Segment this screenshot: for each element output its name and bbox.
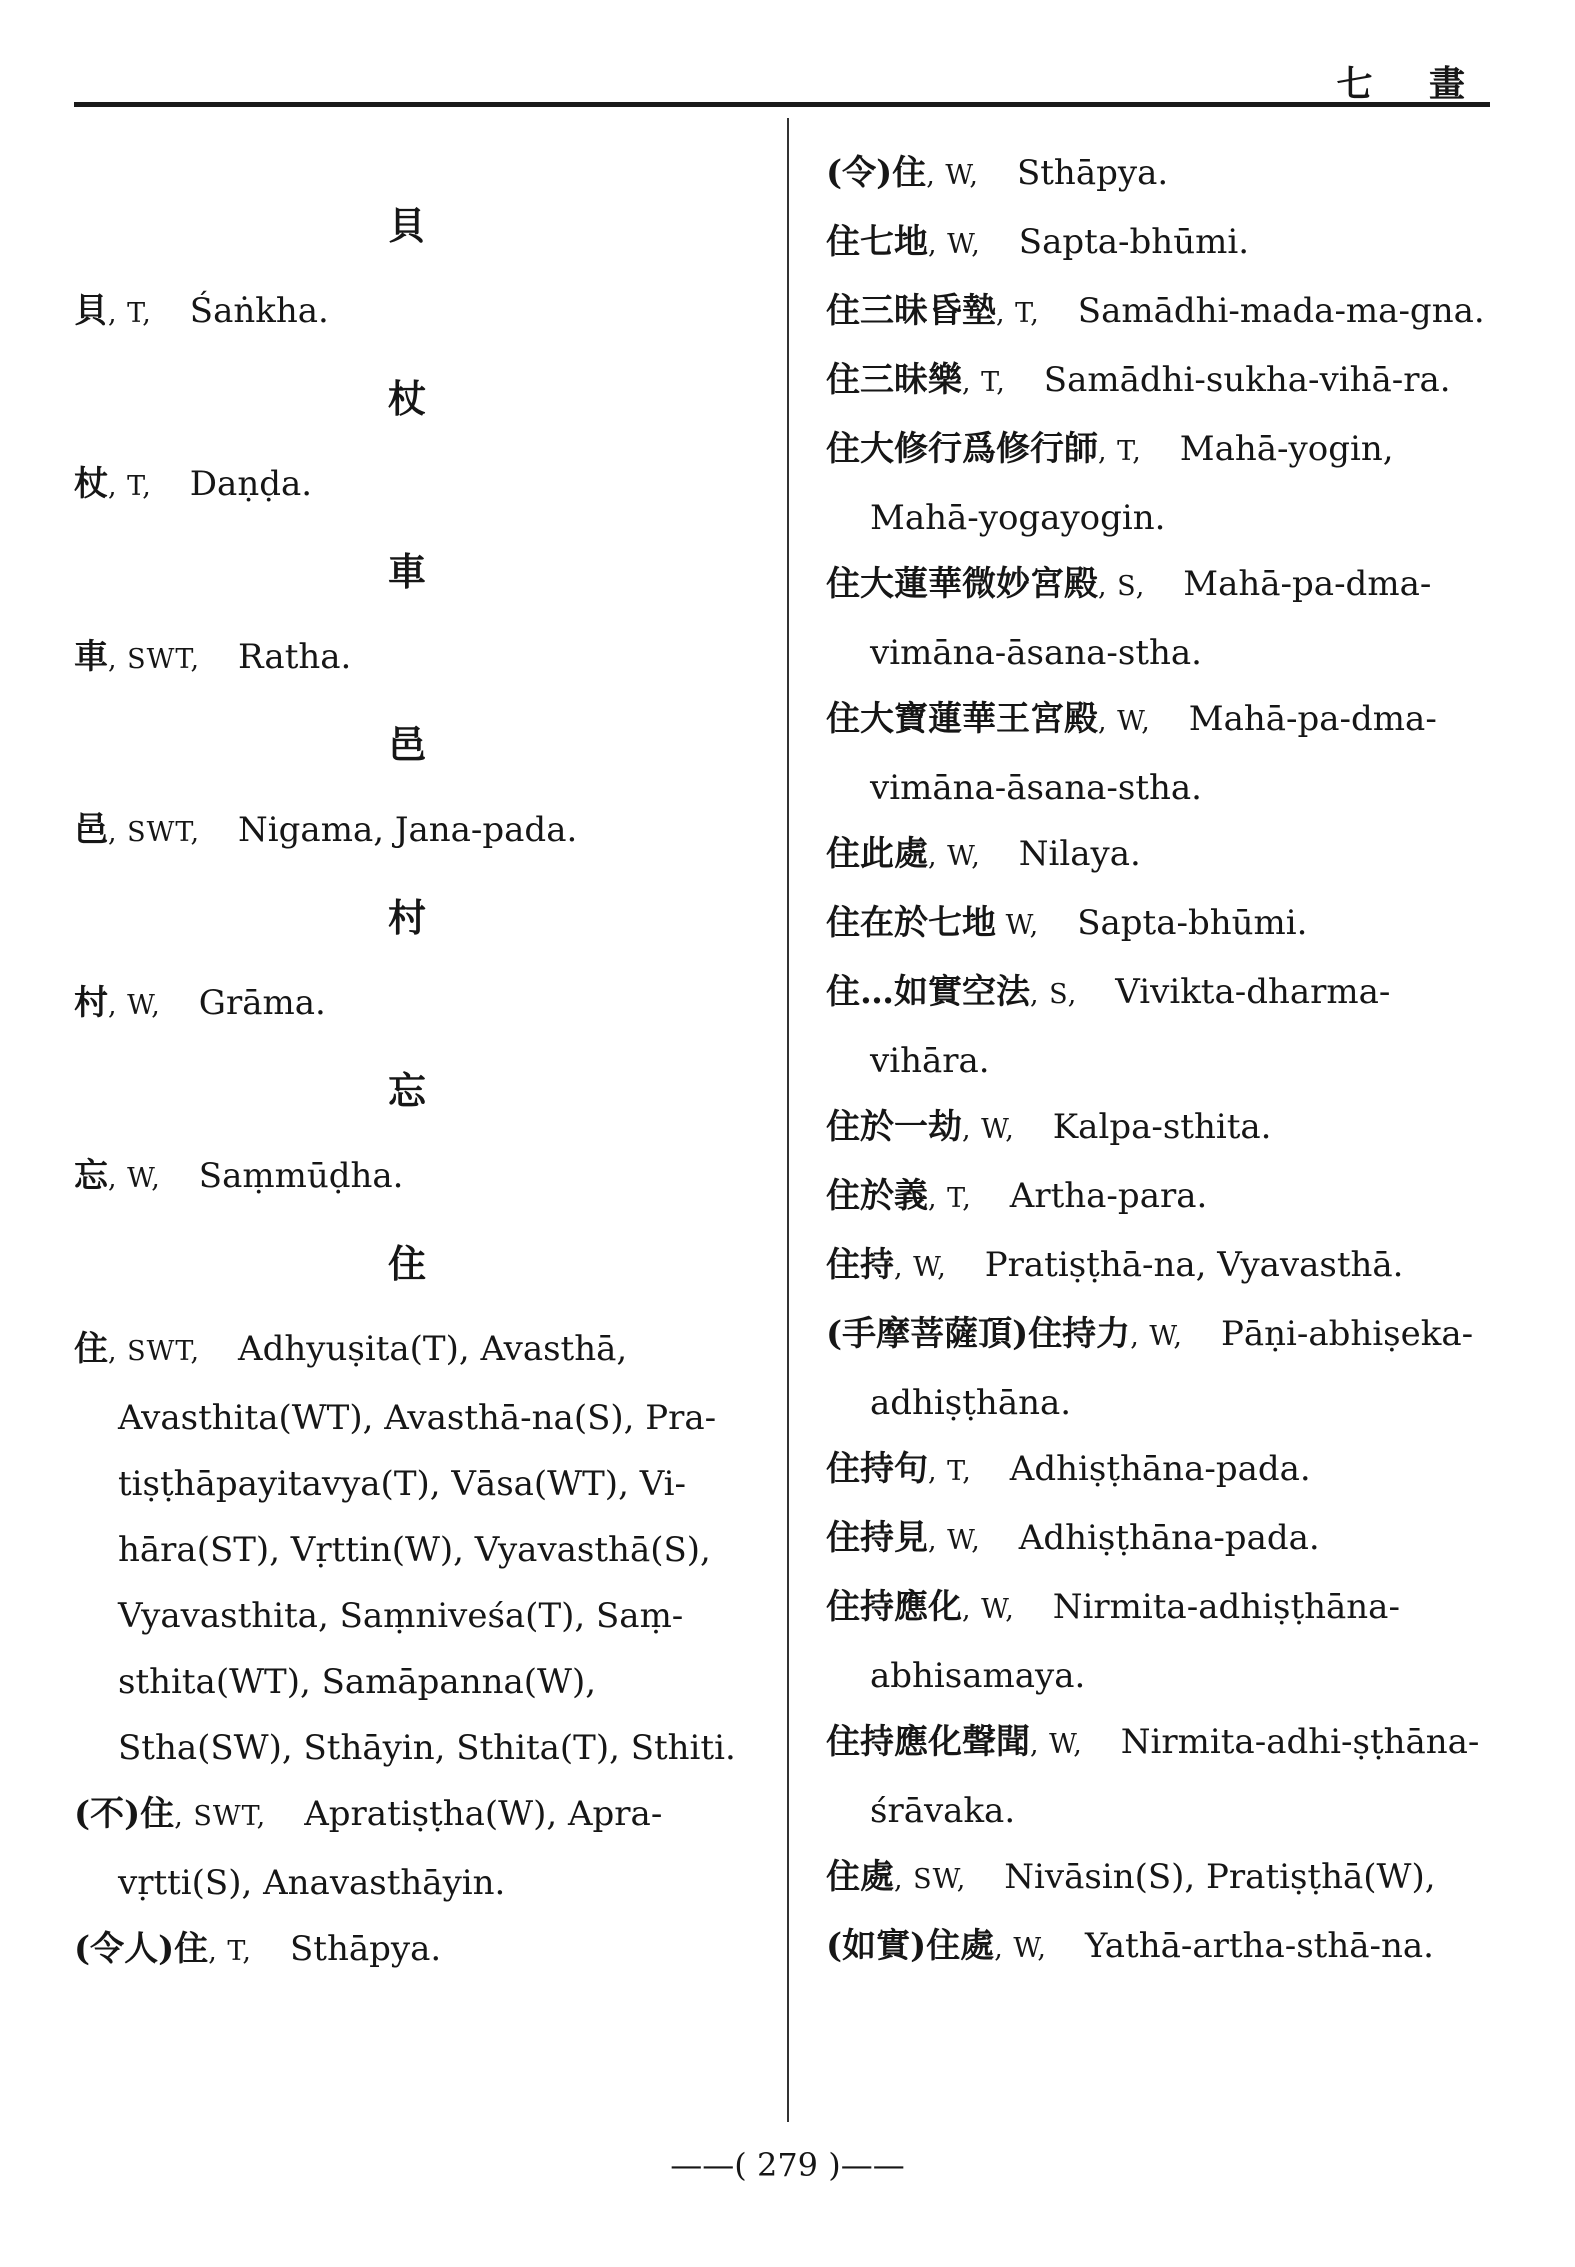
entry-sanskrit-gloss: Grāma. (198, 983, 326, 1023)
entry-source-code: , W, (108, 990, 161, 1021)
entry-sanskrit-gloss: Sapta-bhūmi. (1018, 222, 1250, 262)
right-column (826, 140, 1490, 1982)
entry-source-code: , T, (928, 1456, 972, 1487)
dictionary-entry (826, 1844, 1490, 1913)
entry-term: 邑 (74, 810, 108, 850)
dictionary-entry (74, 970, 740, 1039)
entry-source-code: , W, (994, 1933, 1047, 1964)
entry-source-code: , W, (1130, 1321, 1183, 1352)
entry-term: 住持 (826, 1245, 894, 1285)
entry-sanskrit-gloss: Sthāpya. (1016, 153, 1169, 193)
section-head-character: 邑 (387, 722, 426, 767)
entry-term: 住處 (826, 1857, 894, 1897)
entry-term: 住持應化聲聞 (826, 1722, 1030, 1762)
page-number: ——( 279 )—— (670, 2146, 905, 2184)
header-rule (74, 102, 1490, 107)
dictionary-entry (74, 1781, 740, 1916)
dictionary-entry (826, 890, 1490, 959)
entry-term: 住於義 (826, 1176, 928, 1216)
entry-source-code: , W, (962, 1594, 1015, 1625)
entry-source-code: , T, (208, 1936, 252, 1967)
entry-sanskrit-gloss: Adhyuṣita(T), Avasthā, Avasthita(WT), Avasthā-na(S), Pra-tiṣṭhāpayitavya(T), Vāsa(WT), Vi-hāra(ST), Vṛttin(W), Vyavasthā(S), Vyavasthita, Saṃniveśa(T), Saṃ-sthita(WT), Samāpanna(W), Stha(SW), Sthāyin, Sthita(T), Sthiti. (118, 1329, 736, 1768)
entry-term: 住此處 (826, 834, 928, 874)
entry-sanskrit-gloss: Adhiṣṭhāna-pada. (1009, 1449, 1311, 1489)
entry-sanskrit-gloss: Śaṅkha. (189, 291, 329, 331)
entry-source-code: , SWT, (108, 817, 201, 848)
entry-source-code: , SWT, (174, 1801, 267, 1832)
entry-source-code: , T, (108, 298, 152, 329)
dictionary-entry (74, 1916, 740, 1985)
section-head-character: 忘 (387, 1068, 426, 1113)
entry-sanskrit-gloss: Ratha. (238, 637, 352, 677)
section-head-character: 村 (387, 895, 426, 940)
dictionary-entry (826, 1301, 1490, 1436)
entry-term: 住大蓮華微妙宮殿 (826, 564, 1098, 604)
entry-source-code: , T, (1098, 436, 1142, 467)
entry-term: 住於一劫 (826, 1107, 962, 1147)
entry-term: 住大修行爲修行師 (826, 429, 1098, 469)
dictionary-entry (826, 416, 1490, 551)
dictionary-entry (74, 797, 740, 866)
entry-source-code: , W, (1030, 1729, 1083, 1760)
dictionary-entry (826, 1709, 1490, 1844)
dictionary-entry (826, 1232, 1490, 1301)
entry-term: 貝 (74, 291, 108, 331)
entry-sanskrit-gloss: Saṃmūḍha. (198, 1156, 404, 1196)
entry-source-code: , W, (1098, 706, 1151, 737)
section-head-character: 車 (387, 549, 426, 594)
entry-source-code: , T, (928, 1183, 972, 1214)
entry-sanskrit-gloss: Pratiṣṭhā-na, Vyavasthā. (984, 1245, 1404, 1285)
dictionary-entry (826, 551, 1490, 686)
entry-sanskrit-gloss: Nirmita-adhiṣṭhāna-abhisamaya. (870, 1587, 1400, 1696)
entry-term: 住在於七地 (826, 903, 996, 943)
entry-term: 車 (74, 637, 108, 677)
entry-term: 住持見 (826, 1518, 928, 1558)
entry-source-code: , SWT, (108, 1336, 201, 1367)
entry-term: 住持句 (826, 1449, 928, 1489)
entry-term: 住七地 (826, 222, 928, 262)
entry-source-code: , W, (108, 1163, 161, 1194)
entry-source-code: , T, (996, 298, 1040, 329)
dictionary-entry (826, 959, 1490, 1094)
dictionary-entry (826, 1094, 1490, 1163)
entry-source-code: W, (996, 910, 1040, 941)
dictionary-entry (74, 1316, 740, 1781)
section-head-character: 貝 (387, 203, 426, 248)
entry-source-code: , W, (928, 841, 981, 872)
dictionary-entry (826, 821, 1490, 890)
entry-term: 住持應化 (826, 1587, 962, 1627)
entry-term: (手摩菩薩頂)住持力 (826, 1314, 1131, 1354)
dictionary-entry (74, 1143, 740, 1212)
entry-sanskrit-gloss: Kalpa-sthita. (1052, 1107, 1272, 1147)
entry-term: (令)住 (826, 153, 927, 193)
entry-sanskrit-gloss: Samādhi-mada-ma-gna. (1077, 291, 1485, 331)
entry-term: 村 (74, 983, 108, 1023)
entry-term: 住三昧樂 (826, 360, 962, 400)
entry-sanskrit-gloss: Vivikta-dharma-vihāra. (870, 972, 1391, 1081)
left-column (74, 140, 740, 1985)
entry-source-code: , SWT, (108, 644, 201, 675)
entry-term: 住三昧昏墊 (826, 291, 996, 331)
dictionary-entry (74, 278, 740, 347)
entry-source-code: , W, (928, 229, 981, 260)
entry-source-code: , W, (928, 1525, 981, 1556)
dictionary-entry (826, 140, 1490, 209)
entry-source-code: , T, (962, 367, 1006, 398)
entry-source-code: , S, (1098, 571, 1146, 602)
dictionary-entry (74, 624, 740, 693)
entry-sanskrit-gloss: Sapta-bhūmi. (1077, 903, 1308, 943)
entry-source-code: , SW, (894, 1864, 967, 1895)
entry-term: 住大寶蓮華王宮殿 (826, 699, 1098, 739)
entry-sanskrit-gloss: Apratiṣṭha(W), Apra-vṛtti(S), Anavasthāyin. (118, 1794, 663, 1903)
running-head: 七 畫 (1336, 63, 1487, 105)
section-head-character: 杖 (387, 376, 426, 421)
dictionary-entry (826, 1163, 1490, 1232)
entry-sanskrit-gloss: Yathā-artha-sthā-na. (1084, 1926, 1434, 1966)
entry-sanskrit-gloss: Sthāpya. (289, 1929, 442, 1969)
entry-term: 住 (74, 1329, 108, 1369)
entry-source-code: , T, (108, 471, 152, 502)
dictionary-entry (826, 1436, 1490, 1505)
dictionary-entry (826, 1505, 1490, 1574)
column-divider (787, 118, 789, 2122)
dictionary-entry (826, 347, 1490, 416)
entry-source-code: , W, (894, 1252, 947, 1283)
entry-term: 忘 (74, 1156, 108, 1196)
entry-source-code: , W, (962, 1114, 1015, 1145)
entry-term: 住…如實空法 (826, 972, 1030, 1012)
entry-sanskrit-gloss: Mahā-pa-dma-vimāna-āsana-stha. (870, 699, 1437, 808)
entry-sanskrit-gloss: Artha-para. (1009, 1176, 1208, 1216)
entry-sanskrit-gloss: Nilaya. (1018, 834, 1141, 874)
entry-sanskrit-gloss: Nigama, Jana-pada. (238, 810, 578, 850)
entry-source-code: , W, (926, 160, 979, 191)
dictionary-entry (826, 686, 1490, 821)
entry-sanskrit-gloss: Pāṇi-abhiṣeka-adhiṣṭhāna. (870, 1314, 1474, 1423)
entry-sanskrit-gloss: Nirmita-adhi-ṣṭhāna-śrāvaka. (870, 1722, 1480, 1831)
entry-source-code: , S, (1030, 979, 1078, 1010)
entry-sanskrit-gloss: Mahā-pa-dma-vimāna-āsana-stha. (870, 564, 1432, 673)
entry-term: (不)住 (74, 1794, 175, 1834)
entry-term: 杖 (74, 464, 108, 504)
entry-sanskrit-gloss: Mahā-yogin, Mahā-yogayogin. (870, 429, 1394, 538)
entry-sanskrit-gloss: Adhiṣṭhāna-pada. (1018, 1518, 1320, 1558)
entry-sanskrit-gloss: Samādhi-sukha-vihā-ra. (1043, 360, 1451, 400)
entry-term: (令人)住 (74, 1929, 209, 1969)
entry-term: (如實)住處 (826, 1926, 995, 1966)
entry-sanskrit-gloss: Daṇḍa. (189, 464, 313, 504)
section-head-character: 住 (387, 1241, 426, 1286)
dictionary-entry (826, 278, 1490, 347)
dictionary-entry (826, 1913, 1490, 1982)
dictionary-entry (826, 1574, 1490, 1709)
dictionary-entry (826, 209, 1490, 278)
entry-sanskrit-gloss: Nivāsin(S), Pratiṣṭhā(W), (1004, 1857, 1436, 1897)
dictionary-entry (74, 451, 740, 520)
